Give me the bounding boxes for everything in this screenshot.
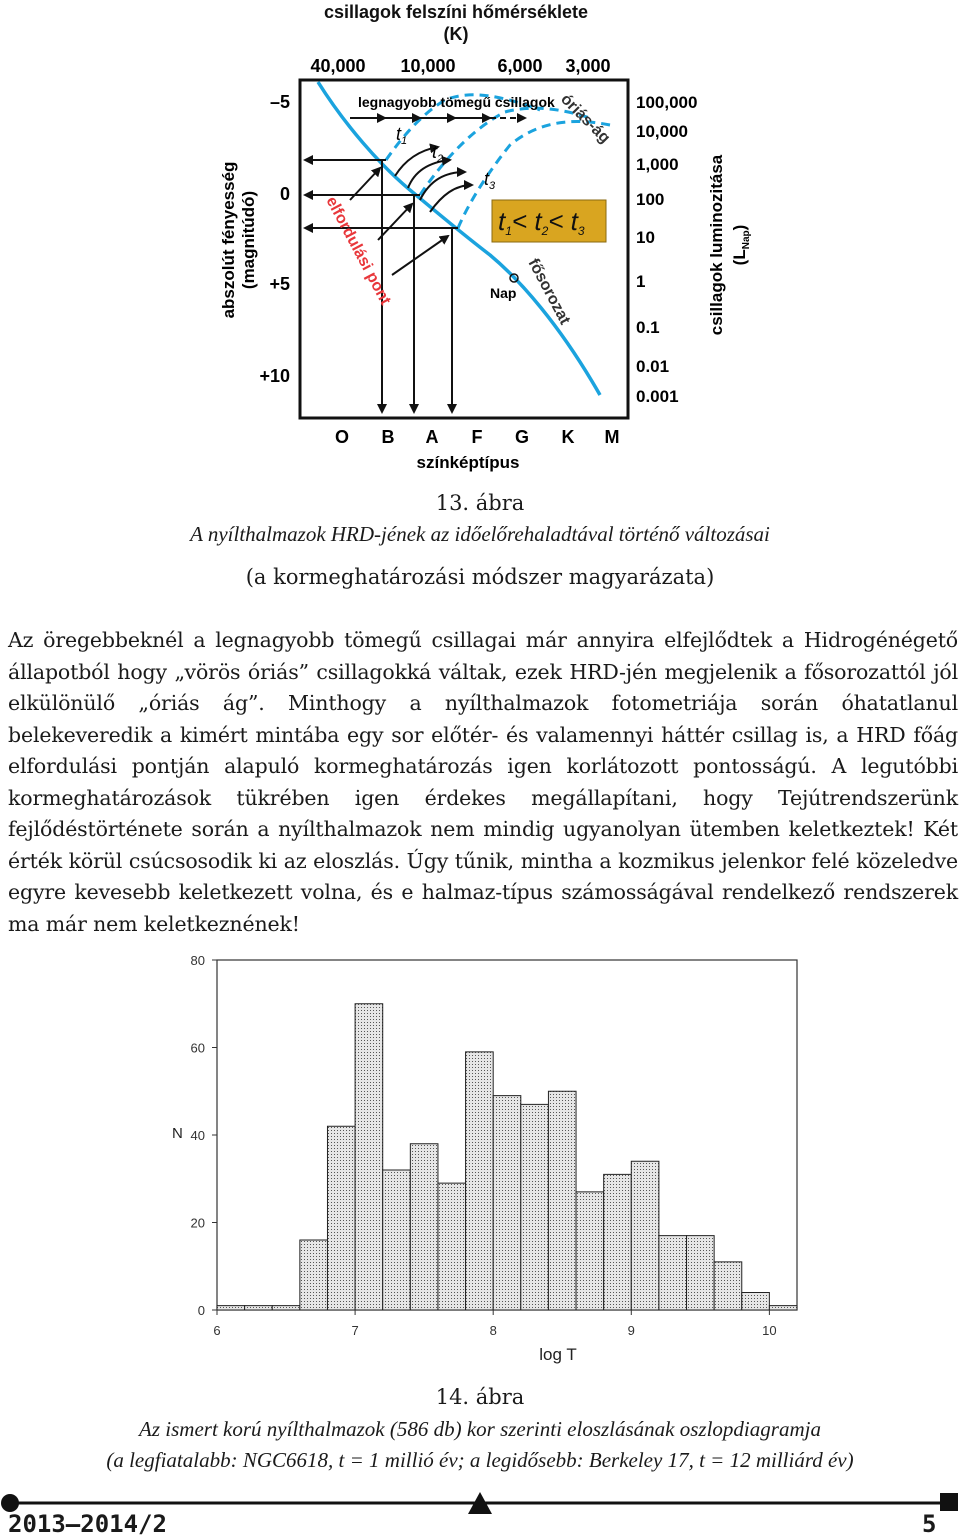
y-tick-label: 20	[190, 1215, 205, 1231]
y-tick-label: 0	[197, 1303, 205, 1318]
temp-tick: 40,000	[310, 56, 366, 76]
histogram-bar	[466, 1052, 494, 1310]
lum-tick: 0.1	[636, 318, 660, 337]
lum-tick: 100	[636, 190, 665, 209]
t1-label: $t_1$	[396, 124, 408, 147]
temp-tick: 3,000	[565, 56, 611, 76]
spectral-tick: O	[334, 427, 350, 447]
histogram-bar	[272, 1306, 300, 1310]
hrd-top-title: csillagok felszíni hőmérséklete	[323, 2, 589, 22]
hrd-top-unit: (K)	[443, 24, 469, 44]
histogram-ylabel: N	[172, 1125, 183, 1142]
main-sequence-label: fősorozat	[524, 255, 574, 328]
histogram-bar	[714, 1262, 742, 1310]
figure-13-number: 13. ábra	[435, 491, 525, 515]
histogram-bar	[300, 1240, 328, 1310]
lum-tick: 1	[636, 272, 646, 291]
histogram-bar	[217, 1306, 245, 1310]
spectral-tick: B	[381, 427, 395, 447]
spectral-tick: K	[561, 427, 575, 447]
footer-square	[940, 1493, 958, 1511]
spectral-tick: M	[604, 427, 620, 447]
body-paragraph: Az öregebbeknél a legnagyobb tömegű csillagai már annyira elfejlődtek a Hidrogénégető állapotból hogy „vörös óriás” csillagokká váltak, ezek HRD-jén megjelenik a fősorozattól jól elkülönülő „óriás ág”. Minthogy a nyílthalmazok fotometriája során óhatatlanul belekeveredik a kimért mintába egy sor előtér- és valamennyi háttér csillag is, a HRD főág elfordulási pontján alapuló kormeghatározás igen korlátozott pontosságú. A legutóbbi kormeghatározások tükrében igen érdekes megállapítani, hogy Tejútrendszerünk fejlődéstörténete során a nyílthalmazok nem mindig ugyanolyan ütemben keletkeztek! Két érték körül csúcsosodik ki az eloszlás. Úgy tűnik, mintha a kozmikus jelenkor felé közeledve egyre kevesebb keletkezett volna, és e halmaz-típus számosságával rendelkező rendszerek ma már nem keletkeznének!	[8, 628, 958, 936]
x-tick-label: 10	[762, 1323, 777, 1338]
hrd-bottom-label: színképtípus	[416, 453, 520, 472]
age-order-text: t1< t2< t3	[498, 206, 585, 238]
lum-tick: 10,000	[636, 122, 688, 141]
age-histogram	[160, 950, 820, 1370]
x-tick-label: 7	[351, 1323, 359, 1338]
sun-label: Nap	[490, 285, 517, 301]
arrow	[430, 185, 472, 212]
histogram-bar	[245, 1306, 273, 1310]
figure-14-title: Az ismert korú nyílthalmazok (586 db) kor szerinti eloszlásának oszlopdiagramja	[139, 1417, 821, 1441]
hrd-right-unit: $(L_{Nap})$	[730, 224, 752, 266]
histogram-bar	[493, 1096, 521, 1310]
turnoff-label: elfordulási pont	[322, 193, 394, 308]
histogram-bar	[355, 1004, 383, 1310]
arrow	[378, 204, 412, 240]
hrd-left-label: abszolút fényesség	[219, 161, 238, 319]
arrow	[420, 172, 465, 200]
spectral-tick: A	[425, 427, 439, 447]
x-tick-label: 8	[489, 1323, 497, 1338]
histogram-bar	[604, 1174, 632, 1310]
x-tick-label: 6	[213, 1323, 221, 1338]
histogram-bar	[769, 1306, 797, 1310]
mag-tick: +5	[269, 274, 290, 294]
t3-label: $t_3$	[484, 169, 496, 192]
histogram-bar	[383, 1170, 411, 1310]
spectral-tick: G	[514, 427, 530, 447]
histogram-bar	[521, 1104, 549, 1310]
y-tick-label: 80	[190, 953, 205, 968]
spectral-tick: F	[471, 427, 483, 447]
histogram-bar	[327, 1126, 355, 1310]
t2-label: $t_2$	[432, 142, 444, 165]
figure-14-subtitle: (a legfiatalabb: NGC6618, t = 1 millió év; a legidősebb: Berkeley 17, t = 12 milliárd év)	[106, 1448, 854, 1472]
mag-tick: 0	[279, 184, 290, 204]
lum-tick: 0.001	[636, 387, 679, 406]
y-tick-label: 60	[190, 1040, 205, 1056]
massive-stars-label: legnagyobb tömegű csillagok	[358, 94, 555, 110]
lum-tick: 10	[636, 228, 655, 247]
footer-page-number: 5	[922, 1510, 937, 1538]
histogram-bar	[548, 1091, 576, 1310]
histogram-bar	[438, 1183, 466, 1310]
temp-tick: 10,000	[400, 56, 456, 76]
histogram-bar	[687, 1236, 715, 1310]
lum-tick: 1,000	[636, 155, 679, 174]
temp-tick: 6,000	[497, 56, 543, 76]
histogram-bar	[410, 1144, 438, 1310]
figure-13-title: A nyílthalmazok HRD-jének az időelőrehaladtával történő változásai	[190, 522, 770, 546]
lum-tick: 100,000	[636, 93, 698, 112]
histogram-bar	[742, 1293, 770, 1311]
histogram-bar	[659, 1236, 687, 1310]
footer-issue: 2013–2014/2	[8, 1510, 167, 1538]
histogram-xlabel: log T	[539, 1345, 577, 1364]
hrd-right-label: csillagok luminozitása	[707, 154, 726, 336]
histogram-bar	[576, 1192, 604, 1310]
x-tick-label: 9	[627, 1323, 635, 1338]
mag-tick: –5	[269, 92, 290, 112]
figure-14-number: 14. ábra	[435, 1385, 525, 1409]
hrd-figure	[200, 0, 760, 480]
hrd-left-unit: (magnitúdó)	[239, 190, 258, 290]
giant-branch-label: óriás-ág	[557, 90, 614, 147]
lum-tick: 0.01	[636, 357, 670, 376]
y-tick-label: 40	[190, 1128, 205, 1143]
figure-13-subtitle: (a kormeghatározási módszer magyarázata)	[245, 565, 715, 589]
histogram-bar	[631, 1161, 659, 1310]
mag-tick: +10	[259, 366, 290, 386]
arrow	[392, 236, 448, 275]
